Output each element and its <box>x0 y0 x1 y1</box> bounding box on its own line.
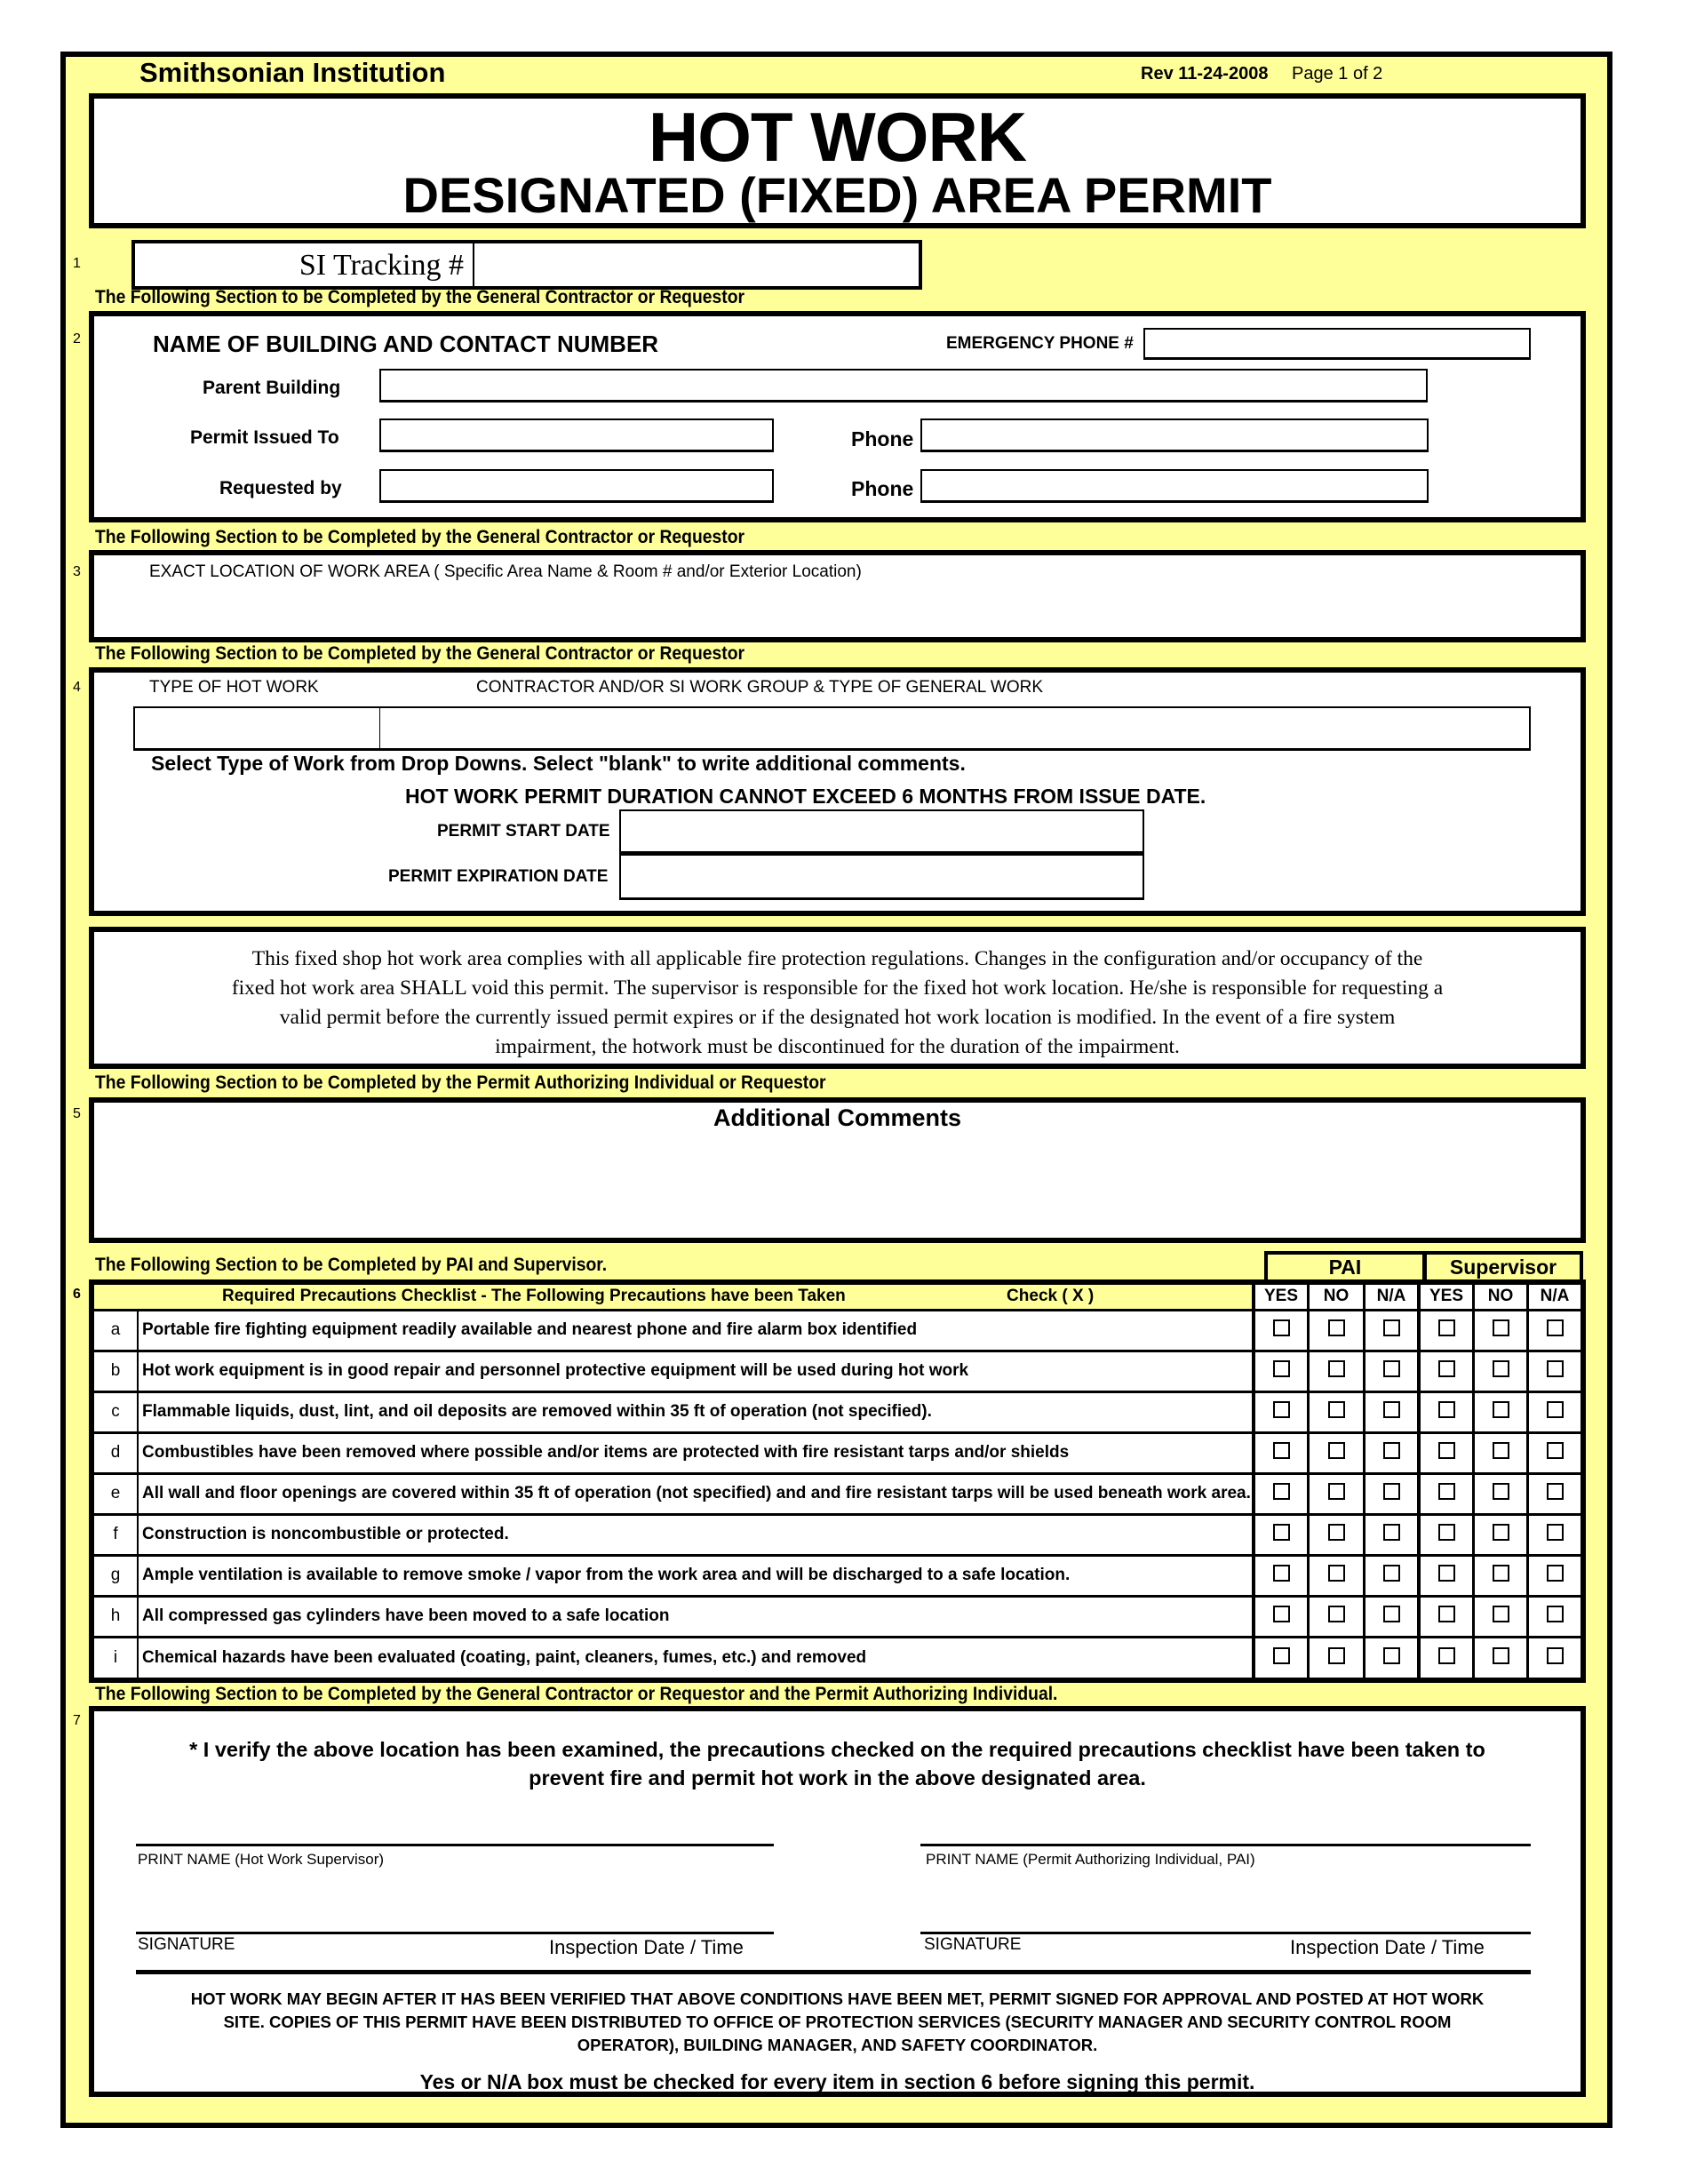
item-letter: d <box>94 1432 138 1473</box>
pai-group-header: PAI <box>1264 1251 1426 1281</box>
pai-yes-checkbox[interactable] <box>1273 1565 1290 1582</box>
supervisor-na-header: N/A <box>1528 1285 1581 1310</box>
pai-signature-line[interactable] <box>920 1932 1531 1934</box>
parent-building-label: Parent Building <box>203 378 341 398</box>
supervisor-yes-checkbox[interactable] <box>1438 1401 1455 1418</box>
checklist-header: Required Precautions Checklist - The Following Precautions have been Taken <box>222 1287 846 1306</box>
pai-yes-checkbox[interactable] <box>1273 1442 1290 1459</box>
permit-expiration-date-input[interactable] <box>619 854 1144 900</box>
item-text: Hot work equipment is in good repair and personnel protective equipment will be used during hot work <box>138 1351 1254 1391</box>
item-letter: a <box>94 1310 138 1351</box>
additional-comments-section[interactable] <box>89 1097 1586 1243</box>
pai-no-checkbox[interactable] <box>1328 1483 1345 1500</box>
supervisor-no-header: NO <box>1474 1285 1528 1310</box>
start-date-label: PERMIT START DATE <box>437 822 610 841</box>
supervisor-yes-checkbox[interactable] <box>1438 1319 1455 1336</box>
final-requirement-note: Yes or N/A box must be checked for every item in section 6 before signing this permit. <box>419 2070 1255 2093</box>
checklist-row-i <box>94 1637 1581 1678</box>
contractor-label: CONTRACTOR AND/OR SI WORK GROUP & TYPE OF GENERAL WORK <box>476 678 1043 697</box>
title-box <box>89 93 1586 228</box>
checklist-row-e <box>94 1473 1581 1514</box>
supervisor-no-checkbox[interactable] <box>1493 1401 1509 1418</box>
phone-label-2: Phone <box>851 477 914 500</box>
hot-work-type-dropdown[interactable] <box>133 706 381 751</box>
emergency-phone-label: EMERGENCY PHONE # <box>946 334 1134 353</box>
supervisor-no-checkbox[interactable] <box>1493 1606 1509 1622</box>
supervisor-na-checkbox[interactable] <box>1547 1401 1564 1418</box>
permit-start-date-input[interactable] <box>619 809 1144 854</box>
divider <box>473 243 474 286</box>
pai-na-checkbox[interactable] <box>1383 1606 1400 1622</box>
posting-notice <box>89 1988 1586 2057</box>
section-note: The Following Section to be Completed by the General Contractor or Requestor <box>95 643 745 664</box>
item-letter: e <box>94 1473 138 1514</box>
checklist-header-cell <box>94 1285 1254 1310</box>
page-title: HOT WORK <box>648 98 1027 176</box>
pai-name-line[interactable] <box>920 1844 1531 1846</box>
supervisor-na-checkbox[interactable] <box>1547 1606 1564 1622</box>
pai-no-checkbox[interactable] <box>1328 1401 1345 1418</box>
emergency-phone-input[interactable] <box>1143 328 1531 360</box>
item-text: All wall and floor openings are covered within 35 ft of operation (not specified) and and fire resistant tarps will be used beneath work area. <box>138 1473 1254 1514</box>
checklist-row-d <box>94 1432 1581 1473</box>
notice-line: OPERATOR), BUILDING MANAGER, AND SAFETY COORDINATOR. <box>577 2036 1098 2054</box>
supervisor-na-checkbox[interactable] <box>1547 1565 1564 1582</box>
page-indicator: Page 1 of 2 <box>1292 64 1383 84</box>
work-location-heading: EXACT LOCATION OF WORK AREA ( Specific Area Name & Room # and/or Exterior Location) <box>149 562 862 581</box>
compliance-line: valid permit before the currently issued permit expires or if the designated hot work location is modified. In the event of a fire system <box>279 1006 1396 1029</box>
section-note: The Following Section to be Completed by the General Contractor or Requestor and the Permit Authorizing Individual. <box>95 1684 1058 1704</box>
supervisor-yes-checkbox[interactable] <box>1438 1606 1455 1622</box>
pai-no-header: NO <box>1309 1285 1365 1310</box>
pai-no-checkbox[interactable] <box>1328 1442 1345 1459</box>
permit-issued-to-label: Permit Issued To <box>190 427 339 448</box>
pai-na-checkbox[interactable] <box>1383 1565 1400 1582</box>
pai-na-checkbox[interactable] <box>1383 1524 1400 1541</box>
duration-warning: HOT WORK PERMIT DURATION CANNOT EXCEED 6 MONTHS FROM ISSUE DATE. <box>405 785 1206 808</box>
item-letter: h <box>94 1596 138 1637</box>
section-note: The Following Section to be Completed by the General Contractor or Requestor <box>95 527 745 547</box>
signature-label-supervisor: SIGNATURE <box>138 1935 235 1954</box>
pai-yes-checkbox[interactable] <box>1273 1524 1290 1541</box>
section-note: The Following Section to be Completed by the Permit Authorizing Individual or Requestor <box>95 1072 826 1093</box>
building-contact-heading: NAME OF BUILDING AND CONTACT NUMBER <box>153 331 659 357</box>
supervisor-yes-checkbox[interactable] <box>1438 1360 1455 1377</box>
pai-no-checkbox[interactable] <box>1328 1606 1345 1622</box>
checklist-row-c <box>94 1391 1581 1432</box>
pai-no-checkbox[interactable] <box>1328 1565 1345 1582</box>
pai-yes-checkbox[interactable] <box>1273 1647 1290 1664</box>
tracking-box <box>131 240 922 290</box>
hot-work-type-label: TYPE OF HOT WORK <box>149 678 319 697</box>
supervisor-group-header: Supervisor <box>1423 1251 1583 1281</box>
pai-na-checkbox[interactable] <box>1383 1483 1400 1500</box>
phone-label-1: Phone <box>851 427 914 450</box>
supervisor-name-line[interactable] <box>136 1844 774 1846</box>
pai-yes-checkbox[interactable] <box>1273 1360 1290 1377</box>
row-number-5: 5 <box>73 1106 81 1121</box>
item-text: Chemical hazards have been evaluated (coating, paint, cleaners, fumes, etc.) and removed <box>142 1647 867 1667</box>
parent-building-input[interactable] <box>379 369 1428 403</box>
compliance-line: impairment, the hotwork must be discontinued for the duration of the impairment. <box>495 1035 1180 1058</box>
inspection-date-label-supervisor: Inspection Date / Time <box>549 1936 744 1958</box>
permit-issued-to-phone-input[interactable] <box>920 418 1429 452</box>
checklist-row-a <box>94 1310 1581 1351</box>
item-letter: c <box>94 1391 138 1432</box>
tracking-input[interactable] <box>476 243 919 286</box>
supervisor-yes-checkbox[interactable] <box>1438 1442 1455 1459</box>
compliance-statement <box>89 927 1586 1069</box>
section-note: The Following Section to be Completed by the General Contractor or Requestor <box>95 287 745 307</box>
notice-line: SITE. COPIES OF THIS PERMIT HAVE BEEN DISTRIBUTED TO OFFICE OF PROTECTION SERVICES (SECURITY MANAGER AND SECURITY CONTROL ROOM <box>223 2013 1452 2031</box>
compliance-text <box>94 945 1581 1062</box>
print-name-supervisor-label: PRINT NAME (Hot Work Supervisor) <box>138 1851 385 1868</box>
pai-na-checkbox[interactable] <box>1383 1360 1400 1377</box>
supervisor-na-checkbox[interactable] <box>1547 1524 1564 1541</box>
supervisor-no-checkbox[interactable] <box>1493 1483 1509 1500</box>
pai-na-checkbox[interactable] <box>1383 1442 1400 1459</box>
supervisor-na-checkbox[interactable] <box>1547 1483 1564 1500</box>
supervisor-yes-checkbox[interactable] <box>1438 1524 1455 1541</box>
pai-na-checkbox[interactable] <box>1383 1319 1400 1336</box>
checklist-row-g <box>94 1555 1581 1596</box>
check-header: Check ( X ) <box>1007 1287 1095 1306</box>
item-letter: i <box>94 1637 138 1678</box>
item-letter: g <box>94 1555 138 1596</box>
pai-yes-checkbox[interactable] <box>1273 1483 1290 1500</box>
contractor-work-group-input[interactable] <box>379 706 1531 751</box>
supervisor-no-checkbox[interactable] <box>1493 1647 1509 1664</box>
supervisor-na-checkbox[interactable] <box>1547 1647 1564 1664</box>
row-number-7: 7 <box>73 1713 81 1728</box>
org-name: Smithsonian Institution <box>139 57 446 88</box>
supervisor-no-checkbox[interactable] <box>1493 1442 1509 1459</box>
compliance-line: This fixed shop hot work area complies with all applicable fire protection regulations. Changes in the configuration and/or occupancy of the <box>251 947 1423 970</box>
row-number-6: 6 <box>73 1287 81 1302</box>
supervisor-yes-checkbox[interactable] <box>1438 1647 1455 1664</box>
supervisor-na-checkbox[interactable] <box>1547 1442 1564 1459</box>
additional-comments-heading: Additional Comments <box>713 1104 961 1131</box>
supervisor-na-checkbox[interactable] <box>1547 1319 1564 1336</box>
notice-line: HOT WORK MAY BEGIN AFTER IT HAS BEEN VERIFIED THAT ABOVE CONDITIONS HAVE BEEN MET, PERMIT SIGNED FOR APPROVAL AND POSTED AT HOT WORK <box>190 1989 1485 2008</box>
item-text: Portable fire fighting equipment readily available and nearest phone and fire alarm box identified <box>138 1310 1254 1351</box>
pai-yes-checkbox[interactable] <box>1273 1401 1290 1418</box>
supervisor-na-checkbox[interactable] <box>1547 1360 1564 1377</box>
requested-by-input[interactable] <box>379 469 774 503</box>
inspection-date-label-pai: Inspection Date / Time <box>1290 1936 1485 1958</box>
pai-no-checkbox[interactable] <box>1328 1524 1345 1541</box>
pai-yes-checkbox[interactable] <box>1273 1319 1290 1336</box>
revision: Rev 11-24-2008 <box>1141 64 1269 84</box>
supervisor-no-checkbox[interactable] <box>1493 1565 1509 1582</box>
item-text: Ample ventilation is available to remove smoke / vapor from the work area and will be discharged to a safe location. <box>138 1555 1254 1596</box>
checklist-table <box>94 1285 1581 1678</box>
checklist-row-h <box>94 1596 1581 1637</box>
checklist-row-b <box>94 1351 1581 1391</box>
verify-line: * I verify the above location has been examined, the precautions checked on the required precautions checklist have been taken to <box>189 1738 1485 1761</box>
supervisor-yes-checkbox[interactable] <box>1438 1483 1455 1500</box>
compliance-line: fixed hot work area SHALL void this permit. The supervisor is responsible for the fixed hot work location. He/she is responsible for requesting a <box>231 976 1444 1000</box>
supervisor-no-checkbox[interactable] <box>1493 1360 1509 1377</box>
page-subtitle: DESIGNATED (FIXED) AREA PERMIT <box>402 167 1272 223</box>
verify-line: prevent fire and permit hot work in the above designated area. <box>529 1766 1146 1789</box>
requested-by-label: Requested by <box>219 478 342 498</box>
print-name-pai-label: PRINT NAME (Permit Authorizing Individual, PAI) <box>926 1851 1255 1868</box>
pai-na-checkbox[interactable] <box>1383 1401 1400 1418</box>
pai-na-header: N/A <box>1365 1285 1420 1310</box>
pai-no-checkbox[interactable] <box>1328 1647 1345 1664</box>
tracking-label: SI Tracking # <box>299 249 464 282</box>
pai-no-checkbox[interactable] <box>1328 1319 1345 1336</box>
item-text: All compressed gas cylinders have been moved to a safe location <box>138 1596 1254 1637</box>
item-letter: f <box>94 1514 138 1555</box>
work-type-instruction: Select Type of Work from Drop Downs. Select "blank" to write additional comments. <box>151 752 966 775</box>
section-note: The Following Section to be Completed by PAI and Supervisor. <box>95 1255 608 1275</box>
item-text: Flammable liquids, dust, lint, and oil deposits are removed within 35 ft of operation (not specified). <box>138 1391 1254 1432</box>
row-number-3: 3 <box>73 564 81 579</box>
pai-yes-checkbox[interactable] <box>1273 1606 1290 1622</box>
supervisor-yes-header: YES <box>1419 1285 1474 1310</box>
row-number-1: 1 <box>73 256 81 271</box>
item-text: Combustibles have been removed where possible and/or items are protected with fire resistant tarps and/or shields <box>138 1432 1254 1473</box>
supervisor-no-checkbox[interactable] <box>1493 1524 1509 1541</box>
signature-label-pai: SIGNATURE <box>924 1935 1022 1954</box>
divider <box>136 1970 1531 1974</box>
precautions-checklist <box>89 1279 1586 1683</box>
verification-statement <box>89 1735 1586 1792</box>
pai-na-checkbox[interactable] <box>1383 1647 1400 1664</box>
requested-by-phone-input[interactable] <box>920 469 1429 503</box>
row-number-4: 4 <box>73 680 81 695</box>
checklist-row-f <box>94 1514 1581 1555</box>
permit-issued-to-input[interactable] <box>379 418 774 452</box>
supervisor-no-checkbox[interactable] <box>1493 1319 1509 1336</box>
expiration-date-label: PERMIT EXPIRATION DATE <box>388 867 609 886</box>
row-number-2: 2 <box>73 331 81 347</box>
supervisor-yes-checkbox[interactable] <box>1438 1565 1455 1582</box>
item-text: Construction is noncombustible or protected. <box>138 1514 1254 1555</box>
pai-no-checkbox[interactable] <box>1328 1360 1345 1377</box>
supervisor-signature-line[interactable] <box>136 1932 774 1934</box>
pai-yes-header: YES <box>1254 1285 1309 1310</box>
item-letter: b <box>94 1351 138 1391</box>
